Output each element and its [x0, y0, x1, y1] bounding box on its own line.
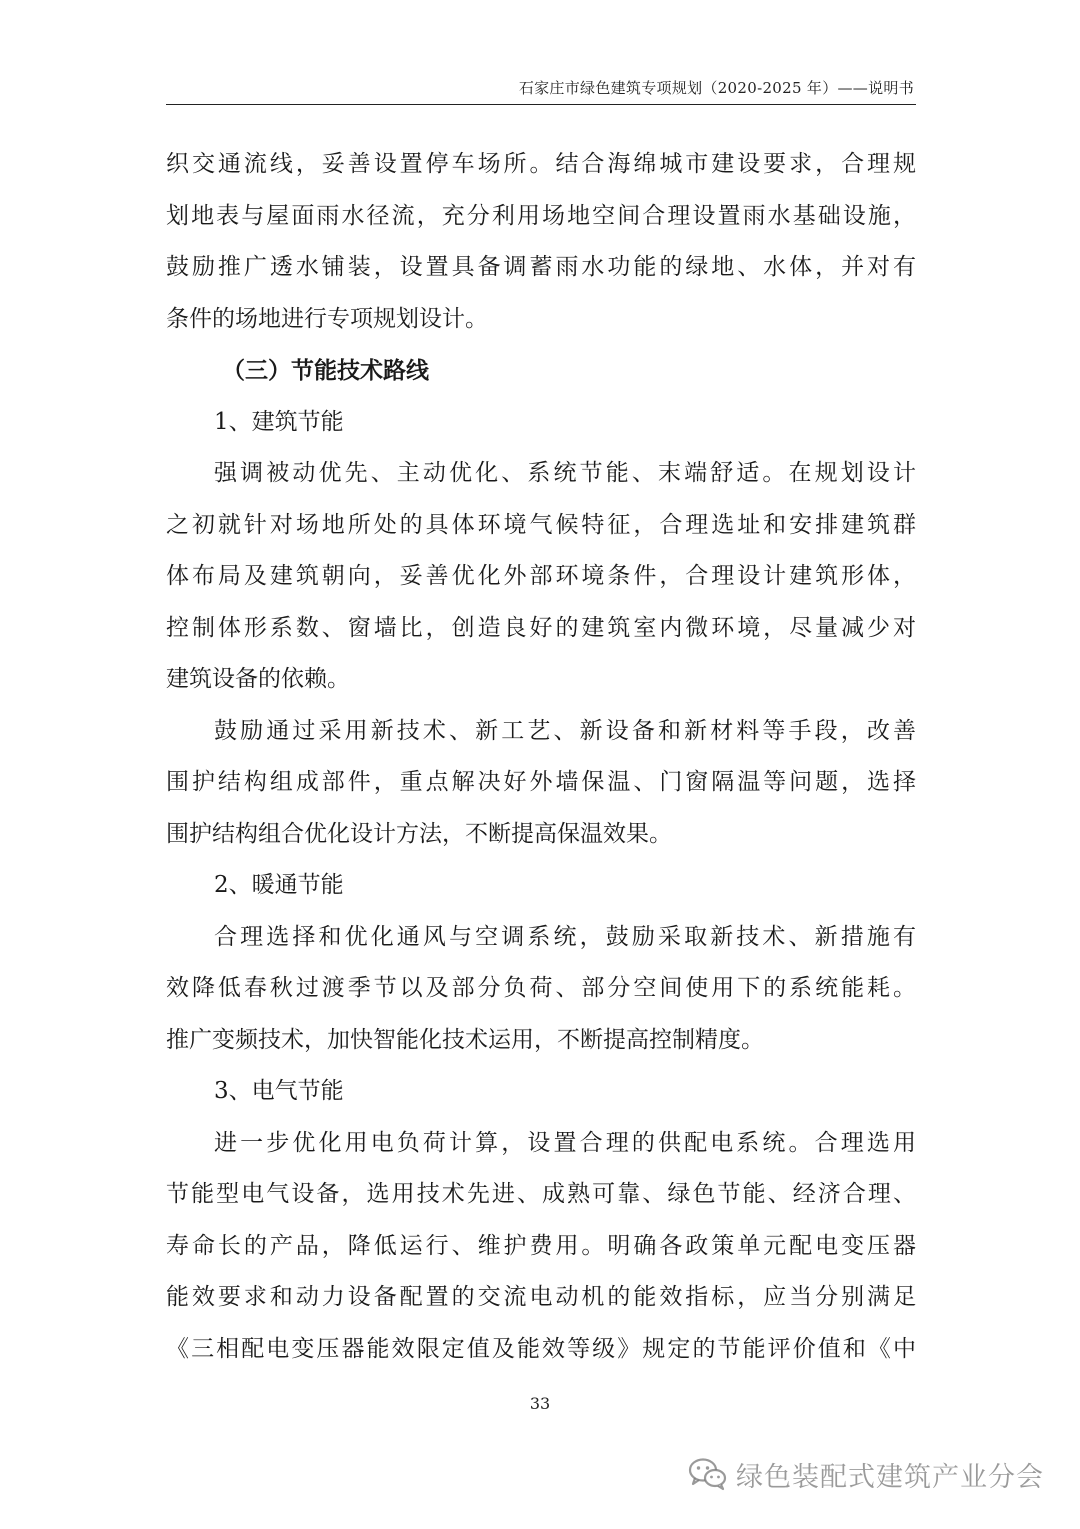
paragraph-line: 条件的场地进行专项规划设计。	[166, 305, 488, 332]
watermark-text: 绿色装配式建筑产业分会	[736, 1461, 1044, 1493]
paragraph-line: 《三相配电变压器能效限定值及能效等级》规定的节能评价值和《中	[166, 1335, 916, 1362]
paragraph-line: 进一步优化用电负荷计算，设置合理的供配电系统。合理选用	[214, 1129, 916, 1156]
paragraph-line: 效降低春秋过渡季节以及部分负荷、部分空间使用下的系统能耗。	[166, 975, 916, 1001]
paragraph-line: 鼓励通过采用新技术、新工艺、新设备和新材料等手段，改善	[214, 717, 916, 744]
paragraph-line: 建筑设备的依赖。	[166, 666, 350, 692]
header-rule	[166, 104, 916, 105]
paragraph-line: 围护结构组成部件，重点解决好外墙保温、门窗隔温等问题，选择	[166, 769, 916, 795]
watermark	[688, 1452, 1044, 1496]
paragraph-line: 强调被动优先、主动优化、系统节能、末端舒适。在规划设计	[214, 460, 916, 486]
page-header: 石家庄市绿色建筑专项规划（2020-2025 年）——说明书	[518, 79, 914, 97]
paragraph-line: 节能型电气设备，选用技术先进、成熟可靠、绿色节能、经济合理、	[166, 1181, 916, 1207]
paragraph-line: 鼓励推广透水铺装，设置具备调蓄雨水功能的绿地、水体，并对有	[166, 254, 916, 280]
subsection-heading: 3、电气节能	[214, 1078, 344, 1104]
paragraph-line: 寿命长的产品，降低运行、维护费用。明确各政策单元配电变压器	[166, 1232, 916, 1259]
paragraph-line: 合理选择和优化通风与空调系统，鼓励采取新技术、新措施有	[214, 923, 916, 950]
paragraph-line: 围护结构组合优化设计方法，不断提高保温效果。	[166, 820, 672, 847]
paragraph-line: 划地表与屋面雨水径流，充分利用场地空间合理设置雨水基础设施，	[166, 202, 916, 229]
page-number: 33	[529, 1394, 551, 1413]
paragraph-line: 织交通流线，妥善设置停车场所。结合海绵城市建设要求，合理规	[166, 151, 916, 177]
subsection-heading: 1、建筑节能	[214, 408, 344, 435]
body-text	[166, 139, 916, 1375]
wechat-icon	[688, 1457, 728, 1491]
subsection-heading: 2、暖通节能	[214, 872, 344, 898]
paragraph-line: 推广变频技术，加快智能化技术运用，不断提高控制精度。	[166, 1026, 764, 1053]
paragraph-line: 之初就针对场地所处的具体环境气候特征，合理选址和安排建筑群	[166, 511, 916, 538]
paragraph-line: 控制体形系数、窗墙比，创造良好的建筑室内微环境，尽量减少对	[166, 614, 916, 641]
paragraph-line: 能效要求和动力设备配置的交流电动机的能效指标，应当分别满足	[166, 1284, 916, 1310]
section-heading: （三）节能技术路线	[222, 357, 429, 384]
paragraph-line: 体布局及建筑朝向，妥善优化外部环境条件，合理设计建筑形体，	[166, 563, 916, 589]
